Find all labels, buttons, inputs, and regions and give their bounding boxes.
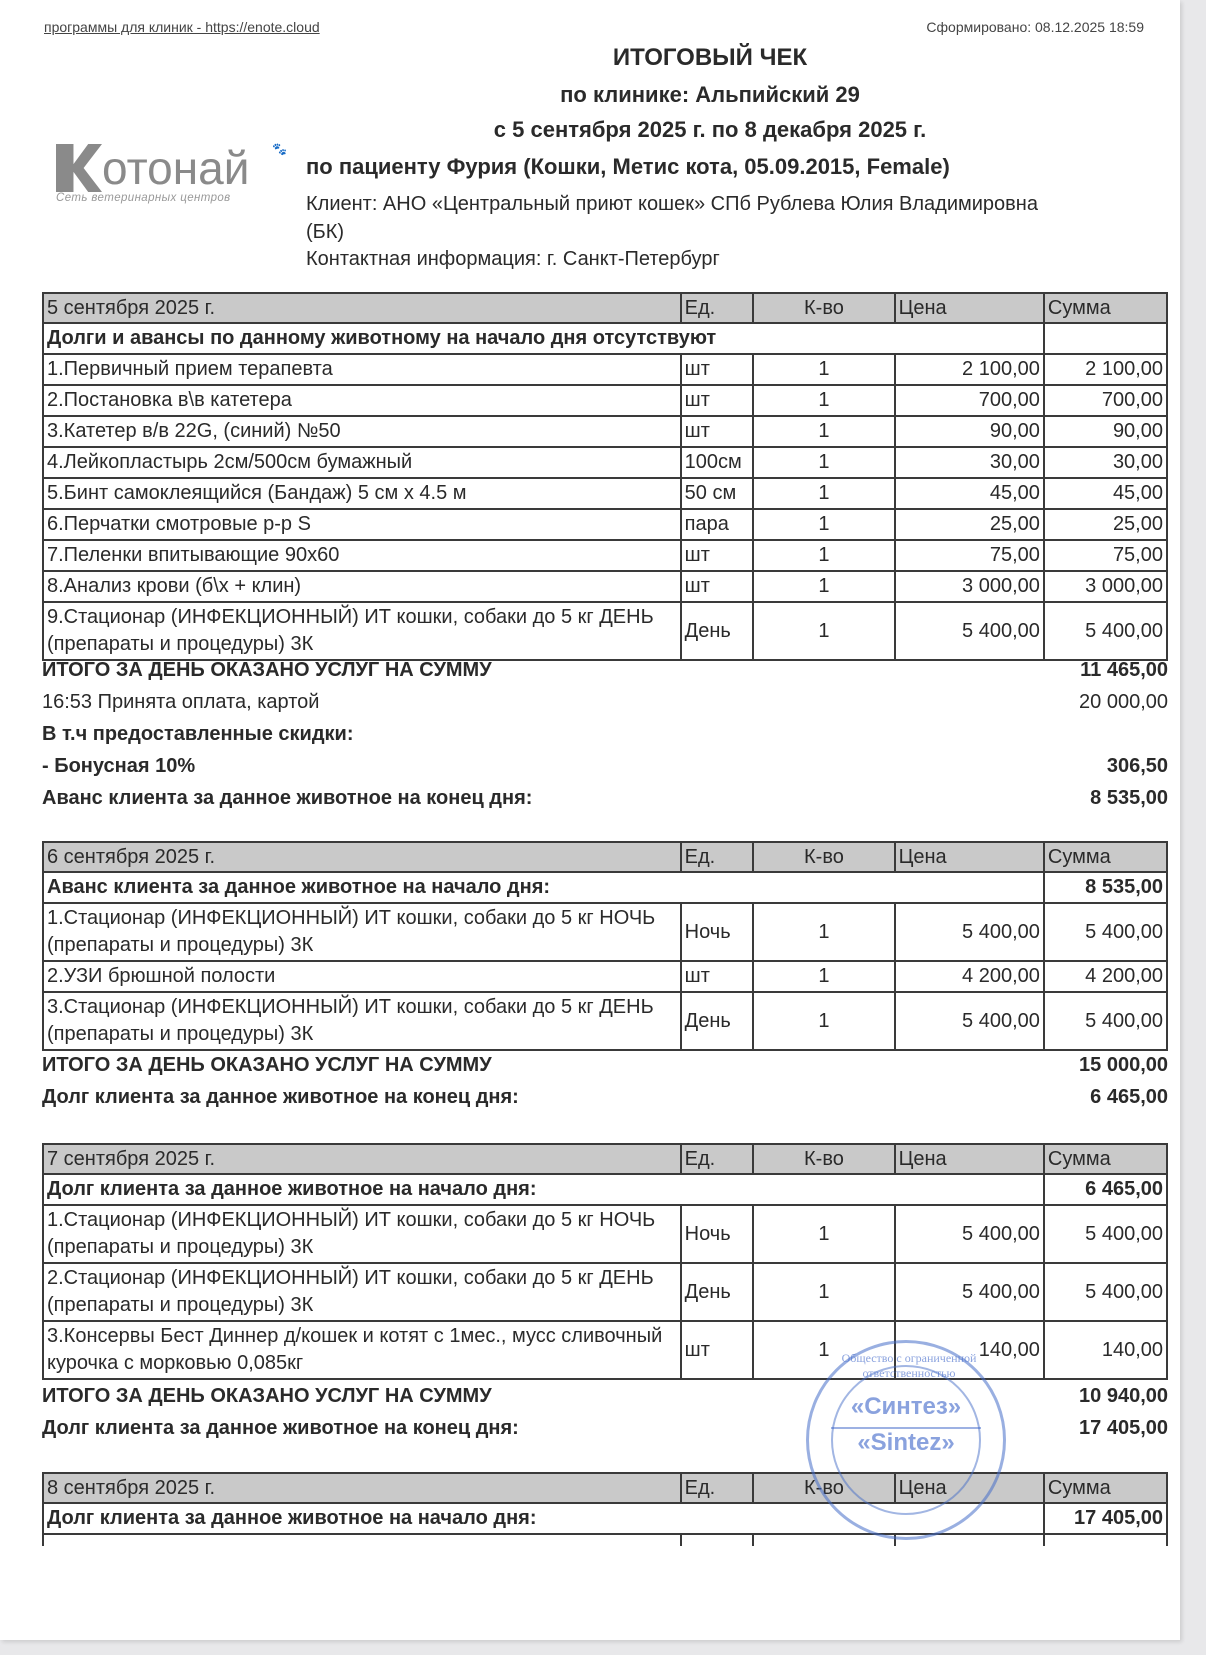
item-qty: 1 bbox=[753, 992, 894, 1050]
opening-balance-row bbox=[43, 1174, 1167, 1205]
item-unit: шт bbox=[681, 571, 754, 602]
item-name: 8.Анализ крови (б\х + клин) bbox=[43, 571, 681, 602]
opening-balance-value: 6 465,00 bbox=[1044, 1174, 1167, 1205]
item-sum: 5 400,00 bbox=[1044, 1263, 1167, 1321]
day-header-row bbox=[43, 1144, 1167, 1174]
clinic-line: по клинике: Альпийский 29 bbox=[560, 82, 860, 107]
summary-row bbox=[42, 686, 1168, 718]
logo-tagline: Сеть ветеринарных центров bbox=[56, 192, 231, 204]
summary-label: ИТОГО ЗА ДЕНЬ ОКАЗАНО УСЛУГ НА СУММУ bbox=[42, 658, 492, 681]
item-qty: 1 bbox=[753, 385, 894, 416]
day-header-row bbox=[43, 293, 1167, 323]
col-price: Цена bbox=[895, 1473, 1044, 1503]
summary-label: Долг клиента за данное животное на конец дня: bbox=[42, 1416, 519, 1439]
item-name: 1.Стационар (ИНФЕКЦИОННЫЙ) ИТ кошки, собаки до 5 кг НОЧЬ (препараты и процедуры) 3К bbox=[43, 903, 681, 961]
item-price: 5 400,00 bbox=[895, 1263, 1044, 1321]
item-name: 3.Стационар (ИНФЕКЦИОННЫЙ) ИТ кошки, собаки до 5 кг ДЕНЬ (препараты и процедуры) 3К bbox=[43, 992, 681, 1050]
summary-row bbox=[42, 654, 1168, 686]
item-unit: шт bbox=[681, 416, 754, 447]
col-qty: К-во bbox=[753, 1473, 894, 1503]
item-name: 2.Постановка в\в катетера bbox=[43, 385, 681, 416]
item-unit: 100см bbox=[681, 447, 754, 478]
item-name: 1.Первичный прием терапевта bbox=[43, 354, 681, 385]
col-sum: Сумма bbox=[1044, 293, 1167, 323]
table-row bbox=[43, 509, 1167, 540]
item-qty: 1 bbox=[753, 478, 894, 509]
summary-row bbox=[42, 782, 1168, 814]
item-qty: 1 bbox=[753, 1205, 894, 1263]
summary-label: 16:53 Принята оплата, картой bbox=[42, 690, 320, 713]
summary-row bbox=[42, 718, 1168, 750]
item-unit: День bbox=[681, 1263, 754, 1321]
item-unit: День bbox=[681, 602, 754, 660]
col-sum: Сумма bbox=[1044, 1473, 1167, 1503]
item-price: 4 200,00 bbox=[895, 961, 1044, 992]
item-sum: 30,00 bbox=[1044, 447, 1167, 478]
item-qty: 1 bbox=[753, 903, 894, 961]
item-price: 2 100,00 bbox=[895, 354, 1044, 385]
enote-link[interactable]: программы для клиник - https://enote.cloud bbox=[44, 19, 320, 35]
item-sum: 45,00 bbox=[1044, 478, 1167, 509]
item-unit: Ночь bbox=[681, 1205, 754, 1263]
generated-timestamp: Сформировано: 08.12.2025 18:59 bbox=[926, 19, 1144, 35]
day-table bbox=[42, 841, 1168, 1051]
item-sum: 75,00 bbox=[1044, 540, 1167, 571]
summary-label: Аванс клиента за данное животное на конец дня: bbox=[42, 786, 533, 809]
contact-line: Контактная информация: г. Санкт-Петербург bbox=[306, 248, 720, 270]
item-unit: 50 см bbox=[681, 478, 754, 509]
table-row bbox=[43, 540, 1167, 571]
item-unit: шт bbox=[681, 1321, 754, 1379]
item-name: 3.Катетер в/в 22G, (синий) №50 bbox=[43, 416, 681, 447]
day-table bbox=[42, 292, 1168, 661]
item-sum: 5 400,00 bbox=[1044, 1205, 1167, 1263]
day-header-row bbox=[43, 842, 1167, 872]
item-price: 5 400,00 bbox=[895, 903, 1044, 961]
summary-value: 20 000,00 bbox=[1079, 690, 1168, 713]
item-name: 7.Пеленки впитывающие 90х60 bbox=[43, 540, 681, 571]
item-qty: 1 bbox=[753, 540, 894, 571]
item-price: 700,00 bbox=[895, 385, 1044, 416]
summary-row bbox=[42, 750, 1168, 782]
item-unit: шт bbox=[681, 961, 754, 992]
opening-balance-value: 8 535,00 bbox=[1044, 872, 1167, 903]
item-qty: 1 bbox=[753, 354, 894, 385]
summary-value: 8 535,00 bbox=[1090, 786, 1168, 809]
item-name: 6.Перчатки смотровые р-р S bbox=[43, 509, 681, 540]
summary-value: 15 000,00 bbox=[1079, 1053, 1168, 1076]
opening-balance-row bbox=[43, 1503, 1167, 1534]
summary-value: 17 405,00 bbox=[1079, 1416, 1168, 1439]
opening-balance-row bbox=[43, 323, 1167, 354]
item-unit: шт bbox=[681, 354, 754, 385]
opening-balance-label: Долги и авансы по данному животному на начало дня отсутствуют bbox=[43, 323, 1044, 354]
table-row bbox=[43, 571, 1167, 602]
opening-balance-row bbox=[43, 872, 1167, 903]
item-price: 25,00 bbox=[895, 509, 1044, 540]
col-price: Цена bbox=[895, 293, 1044, 323]
kotonai-logo bbox=[52, 140, 292, 210]
item-qty: 1 bbox=[753, 447, 894, 478]
col-unit: Ед. bbox=[681, 1144, 754, 1174]
table-row bbox=[43, 903, 1167, 961]
period-line: с 5 сентября 2025 г. по 8 декабря 2025 г. bbox=[493, 117, 927, 142]
patient-line: по пациенту Фурия (Кошки, Метис кота, 05.09.2015, Female) bbox=[306, 154, 950, 179]
logo-wordmark: отонай bbox=[102, 142, 250, 194]
item-qty: 1 bbox=[753, 416, 894, 447]
day-date: 7 сентября 2025 г. bbox=[43, 1144, 681, 1174]
item-sum: 4 200,00 bbox=[1044, 961, 1167, 992]
summary-row bbox=[42, 1049, 1168, 1081]
client-line: Клиент: АНО «Центральный приют кошек» СПб Рублева Юлия Владимировна (БК) bbox=[306, 193, 1038, 243]
logo-k-mark bbox=[56, 144, 102, 192]
item-sum: 700,00 bbox=[1044, 385, 1167, 416]
item-sum: 3 000,00 bbox=[1044, 571, 1167, 602]
summary-label: В т.ч предоставленные скидки: bbox=[42, 722, 354, 745]
summary-value: 11 465,00 bbox=[1080, 658, 1168, 681]
item-name: 1.Стационар (ИНФЕКЦИОННЫЙ) ИТ кошки, собаки до 5 кг НОЧЬ (препараты и процедуры) 3К bbox=[43, 1205, 681, 1263]
summary-label: - Бонусная 10% bbox=[42, 754, 196, 777]
col-qty: К-во bbox=[753, 1144, 894, 1174]
stamp-ring-text: Общество с ограниченной ответственностью bbox=[841, 1351, 977, 1380]
item-name: 9.Стационар (ИНФЕКЦИОННЫЙ) ИТ кошки, собаки до 5 кг ДЕНЬ (препараты и процедуры) 3К bbox=[43, 602, 681, 660]
col-qty: К-во bbox=[753, 842, 894, 872]
item-qty: 1 bbox=[753, 1321, 894, 1379]
table-row bbox=[43, 992, 1167, 1050]
item-sum: 5 400,00 bbox=[1044, 992, 1167, 1050]
col-unit: Ед. bbox=[681, 842, 754, 872]
stamp-line-2: «Sintez» bbox=[831, 1427, 981, 1457]
table-row bbox=[43, 1205, 1167, 1263]
table-row bbox=[43, 602, 1167, 660]
item-price: 90,00 bbox=[895, 416, 1044, 447]
item-unit: пара bbox=[681, 509, 754, 540]
opening-balance-label: Аванс клиента за данное животное на начало дня: bbox=[43, 872, 1044, 903]
item-unit: Ночь bbox=[681, 903, 754, 961]
item-qty: 1 bbox=[753, 509, 894, 540]
col-sum: Сумма bbox=[1044, 1144, 1167, 1174]
day-table bbox=[42, 1472, 1168, 1546]
item-unit: шт bbox=[681, 540, 754, 571]
item-name: 2.Стационар (ИНФЕКЦИОННЫЙ) ИТ кошки, собаки до 5 кг ДЕНЬ (препараты и процедуры) 3К bbox=[43, 1263, 681, 1321]
item-price: 75,00 bbox=[895, 540, 1044, 571]
item-sum: 5 400,00 bbox=[1044, 903, 1167, 961]
item-price: 3 000,00 bbox=[895, 571, 1044, 602]
opening-balance-value bbox=[1044, 323, 1167, 354]
table-row bbox=[43, 354, 1167, 385]
summary-value: 6 465,00 bbox=[1090, 1085, 1168, 1108]
item-sum: 140,00 bbox=[1044, 1321, 1167, 1379]
day-summary bbox=[42, 1049, 1168, 1113]
stamp-line-1: «Синтез» bbox=[850, 1393, 962, 1420]
item-sum: 5 400,00 bbox=[1044, 602, 1167, 660]
item-name: 3.Консервы Бест Диннер д/кошек и котят с 1мес., мусс сливочный курочка с морковью 0,085кг bbox=[43, 1321, 681, 1379]
day-date: 6 сентября 2025 г. bbox=[43, 842, 681, 872]
summary-value: 306,50 bbox=[1106, 754, 1168, 777]
item-price: 140,00 bbox=[895, 1321, 1044, 1379]
item-qty: 1 bbox=[753, 961, 894, 992]
summary-value: 10 940,00 bbox=[1079, 1384, 1168, 1407]
table-row bbox=[43, 961, 1167, 992]
item-qty: 1 bbox=[753, 602, 894, 660]
item-qty: 1 bbox=[753, 1263, 894, 1321]
day-summary bbox=[42, 654, 1168, 814]
summary-label: ИТОГО ЗА ДЕНЬ ОКАЗАНО УСЛУГ НА СУММУ bbox=[42, 1384, 492, 1407]
col-unit: Ед. bbox=[681, 293, 754, 323]
summary-label: ИТОГО ЗА ДЕНЬ ОКАЗАНО УСЛУГ НА СУММУ bbox=[42, 1053, 492, 1076]
table-row bbox=[43, 478, 1167, 509]
col-unit: Ед. bbox=[681, 1473, 754, 1503]
item-price: 5 400,00 bbox=[895, 602, 1044, 660]
item-sum: 90,00 bbox=[1044, 416, 1167, 447]
day-table bbox=[42, 1143, 1168, 1380]
table-row bbox=[43, 385, 1167, 416]
summary-label: Долг клиента за данное животное на конец дня: bbox=[42, 1085, 519, 1108]
item-price: 30,00 bbox=[895, 447, 1044, 478]
item-price: 45,00 bbox=[895, 478, 1044, 509]
summary-row bbox=[42, 1081, 1168, 1113]
paw-icon: 🐾 bbox=[272, 142, 287, 156]
item-name: 5.Бинт самоклеящийся (Бандаж) 5 см х 4.5 м bbox=[43, 478, 681, 509]
table-row bbox=[43, 416, 1167, 447]
item-sum: 25,00 bbox=[1044, 509, 1167, 540]
table-row bbox=[43, 447, 1167, 478]
opening-balance-label: Долг клиента за данное животное на начало дня: bbox=[43, 1174, 1044, 1205]
item-name: 4.Лейкопластырь 2см/500см бумажный bbox=[43, 447, 681, 478]
col-sum: Сумма bbox=[1044, 842, 1167, 872]
day-date: 5 сентября 2025 г. bbox=[43, 293, 681, 323]
item-unit: шт bbox=[681, 385, 754, 416]
col-qty: К-во bbox=[753, 293, 894, 323]
document-title: ИТОГОВЫЙ ЧЕК bbox=[612, 44, 808, 71]
item-price: 5 400,00 bbox=[895, 992, 1044, 1050]
day-date: 8 сентября 2025 г. bbox=[43, 1473, 681, 1503]
item-price: 5 400,00 bbox=[895, 1205, 1044, 1263]
col-price: Цена bbox=[895, 1144, 1044, 1174]
item-sum: 2 100,00 bbox=[1044, 354, 1167, 385]
col-price: Цена bbox=[895, 842, 1044, 872]
opening-balance-value: 17 405,00 bbox=[1044, 1503, 1167, 1534]
opening-balance-label: Долг клиента за данное животное на начало дня: bbox=[43, 1503, 1044, 1534]
item-qty: 1 bbox=[753, 571, 894, 602]
table-row bbox=[43, 1263, 1167, 1321]
company-stamp bbox=[806, 1340, 1006, 1540]
table-row-partial bbox=[43, 1534, 1167, 1546]
item-unit: День bbox=[681, 992, 754, 1050]
item-name: 2.УЗИ брюшной полости bbox=[43, 961, 681, 992]
